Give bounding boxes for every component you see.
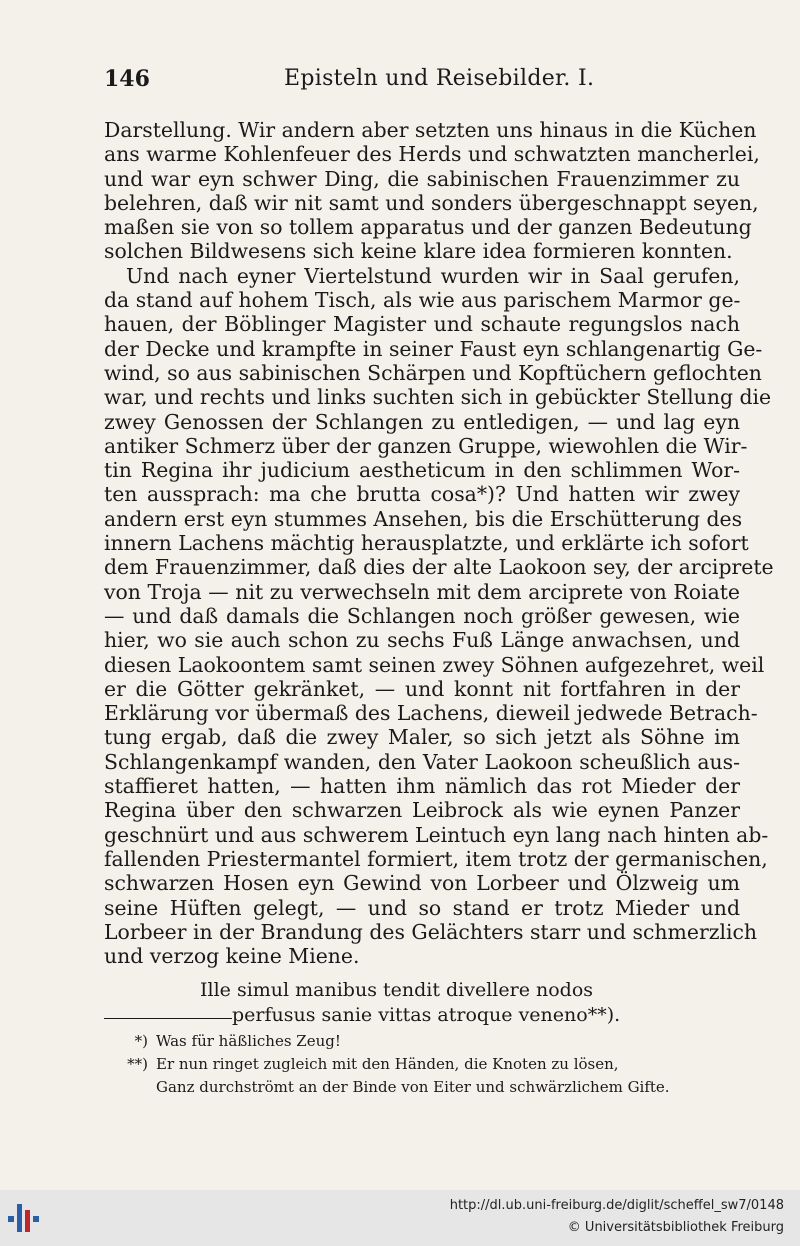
text-line: Schlangenkampf wanden, den Vater Laokoon scheußlich aus- [104, 749, 740, 774]
text-line: staffieret hatten, — hatten ihm nämlich das rot Mieder der [104, 774, 740, 799]
text-line: — und daß damals die Schlangen noch größer gewesen, wie [104, 603, 740, 628]
text-line: und war eyn schwer Ding, die sabinischen Frauenzimmer zu [104, 166, 740, 191]
verse-line: perfusus sanie vittas atroque veneno**). [232, 1004, 621, 1026]
text-line: zwey Genossen der Schlangen zu entledigen, — und lag eyn [104, 409, 740, 434]
footnote-2 [104, 1053, 744, 1076]
page-number: 146 [104, 66, 150, 92]
text-line: von Troja — nit zu verwechseln mit dem arciprete von Roiate [104, 579, 740, 604]
text-line: Erklärung vor übermaß des Lachens, dieweil jedwede Betrach- [104, 701, 758, 726]
latin-verse [104, 978, 740, 1028]
footnote-rule [104, 1018, 232, 1019]
text-line: Darstellung. Wir andern aber setzten uns hinaus in die Küchen [104, 118, 757, 142]
text-line: dem Frauenzimmer, daß dies der alte Laokoon sey, der arciprete [104, 555, 774, 580]
text-line: war, und rechts und links suchten sich in gebückter Stellung die [104, 385, 772, 410]
text-line: Und nach eyner Viertelstund wurden wir in Saal gerufen, [126, 263, 740, 288]
text-line: schwarzen Hosen eyn Gewind von Lorbeer und Ölzweig um [104, 871, 740, 896]
footnote-2-continuation: Ganz durchströmt an der Binde von Eiter und schwärzlichem Gifte. [156, 1078, 670, 1096]
text-line: belehren, daß wir nit samt und sonders übergeschnappt seyen, [104, 190, 759, 215]
footnote-text: Er nun ringet zugleich mit den Händen, die Knoten zu lösen, [156, 1055, 619, 1073]
text-line: und verzog keine Miene. [104, 944, 360, 969]
text-line: antiker Schmerz über der ganzen Gruppe, wiewohlen die Wir- [104, 433, 748, 458]
verse-line: Ille simul manibus tendit divellere nodos [200, 979, 594, 1001]
text-line: der Decke und krampfte in seiner Faust eyn schlangenartig Ge- [104, 336, 763, 361]
text-line: maßen sie von so tollem apparatus und der ganzen Bedeutung [104, 215, 752, 240]
copyright-notice: © Universitätsbibliothek Freiburg [567, 1220, 784, 1235]
footer-bar [0, 1190, 800, 1246]
footnote-1 [104, 1030, 744, 1053]
footnotes [104, 1030, 744, 1099]
page-header [104, 66, 740, 100]
text-line: ans warme Kohlenfeuer des Herds und schwatzten mancherlei, [104, 142, 760, 167]
text-line: fallenden Priestermantel formiert, item trotz der germanischen, [104, 846, 768, 871]
text-line: hauen, der Böblinger Magister und schaute regungslos nach [104, 312, 740, 337]
running-title: Episteln und Reisebilder. I. [284, 66, 595, 91]
footnote-text: Was für häßliches Zeug! [156, 1032, 341, 1050]
text-line: geschnürt und aus schwerem Leintuch eyn lang nach hinten ab- [104, 822, 769, 847]
text-line: seine Hüften gelegt, — und so stand er trotz Mieder und [104, 895, 740, 920]
text-line: er die Götter gekränket, — und konnt nit fortfahren in der [104, 676, 740, 701]
text-line: Regina über den schwarzen Leibrock als wie eynen Panzer [104, 798, 740, 823]
source-url-link[interactable]: http://dl.ub.uni-freiburg.de/diglit/scheffel_sw7/0148 [449, 1198, 784, 1213]
footnote-marker: *) [134, 1032, 148, 1050]
text-line: da stand auf hohem Tisch, als wie aus parischem Marmor ge- [104, 288, 741, 313]
text-line: hier, wo sie auch schon zu sechs Fuß Länge anwachsen, und [104, 628, 740, 653]
text-line: Lorbeer in der Brandung des Gelächters starr und schmerzlich [104, 919, 758, 944]
text-line: innern Lachens mächtig herausplatzte, und erklärte ich sofort [104, 531, 749, 556]
text-line: andern erst eyn stummes Ansehen, bis die Erschütterung des [104, 506, 743, 531]
text-line: tung ergab, daß die zwey Maler, so sich jetzt als Söhne im [104, 725, 740, 750]
text-line: tin Regina ihr judicium aestheticum in den schlimmen Wor- [104, 458, 740, 483]
university-library-logo-icon[interactable] [6, 1200, 42, 1236]
text-line: wind, so aus sabinischen Schärpen und Kopftüchern geflochten [104, 360, 762, 385]
text-line: ten aussprach: ma che brutta cosa*)? Und hatten wir zwey [104, 482, 740, 507]
text-line: diesen Laokoontem samt seinen zwey Söhnen aufgezehret, weil [104, 652, 765, 677]
body-text [104, 118, 774, 969]
footnote-marker: **) [127, 1055, 148, 1073]
text-line: solchen Bildwesens sich keine klare idea formieren konnten. [104, 239, 733, 264]
